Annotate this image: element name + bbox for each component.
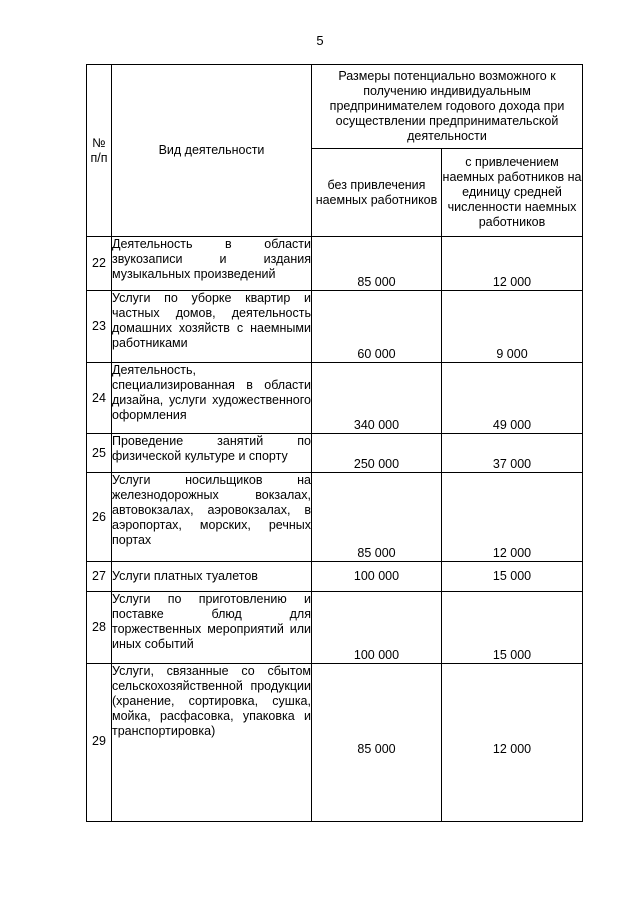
table-row	[87, 434, 583, 473]
table-row	[87, 237, 583, 291]
activity-kind: Услуги носильщиков на железнодорожных вокзалах, автовокзалах, аэровокзалах, в аэропортах, морских, речных портах	[112, 473, 312, 562]
value-without-workers: 85 000	[312, 237, 442, 291]
table-row	[87, 291, 583, 363]
row-number: 22	[87, 237, 112, 291]
table-row	[87, 473, 583, 562]
value-with-workers: 49 000	[442, 363, 583, 434]
value-with-workers: 12 000	[442, 473, 583, 562]
activity-kind: Услуги платных туалетов	[112, 562, 312, 592]
value-with-workers: 12 000	[442, 664, 583, 822]
activity-kind: Услуги по уборке квартир и частных домов, деятельность домашних хозяйств с наемными работниками	[112, 291, 312, 363]
value-with-workers: 9 000	[442, 291, 583, 363]
activity-kind: Услуги по приготовлению и поставке блюд для торжественных мероприятий или иных событий	[112, 592, 312, 664]
activity-kind: Деятельность, специализированная в области дизайна, услуги художественного оформления	[112, 363, 312, 434]
value-without-workers: 340 000	[312, 363, 442, 434]
value-without-workers: 250 000	[312, 434, 442, 473]
page-number: 5	[316, 33, 324, 48]
value-with-workers: 15 000	[442, 562, 583, 592]
table-row	[87, 592, 583, 664]
value-with-workers: 37 000	[442, 434, 583, 473]
value-without-workers: 60 000	[312, 291, 442, 363]
header-number: № п/п	[87, 65, 112, 237]
header-with-workers: с привлечением наемных работников на единицу средней численности наемных работников	[442, 149, 583, 237]
value-with-workers: 15 000	[442, 592, 583, 664]
value-without-workers: 85 000	[312, 473, 442, 562]
header-income-size: Размеры потенциально возможного к получению индивидуальным предпринимателем годового дохода при осуществлении предпринимательской деятельности	[312, 65, 583, 149]
row-number: 25	[87, 434, 112, 473]
row-number: 28	[87, 592, 112, 664]
header-activity-kind: Вид деятельности	[112, 65, 312, 237]
table-row	[87, 664, 583, 822]
table-row	[87, 562, 583, 592]
value-without-workers: 100 000	[312, 592, 442, 664]
header-without-workers: без привлечения наемных работников	[312, 149, 442, 237]
row-number: 26	[87, 473, 112, 562]
table-row	[87, 363, 583, 434]
value-without-workers: 100 000	[312, 562, 442, 592]
activity-kind: Услуги, связанные со сбытом сельскохозяйственной продукции (хранение, сортировка, сушка, мойка, расфасовка, упаковка и транспортировка)	[112, 664, 312, 822]
row-number: 23	[87, 291, 112, 363]
income-table	[86, 64, 583, 822]
row-number: 27	[87, 562, 112, 592]
row-number: 24	[87, 363, 112, 434]
row-number: 29	[87, 664, 112, 822]
activity-kind: Проведение занятий по физической культуре и спорту	[112, 434, 312, 473]
value-without-workers: 85 000	[312, 664, 442, 822]
value-with-workers: 12 000	[442, 237, 583, 291]
activity-kind: Деятельность в области звукозаписи и издания музыкальных произведений	[112, 237, 312, 291]
